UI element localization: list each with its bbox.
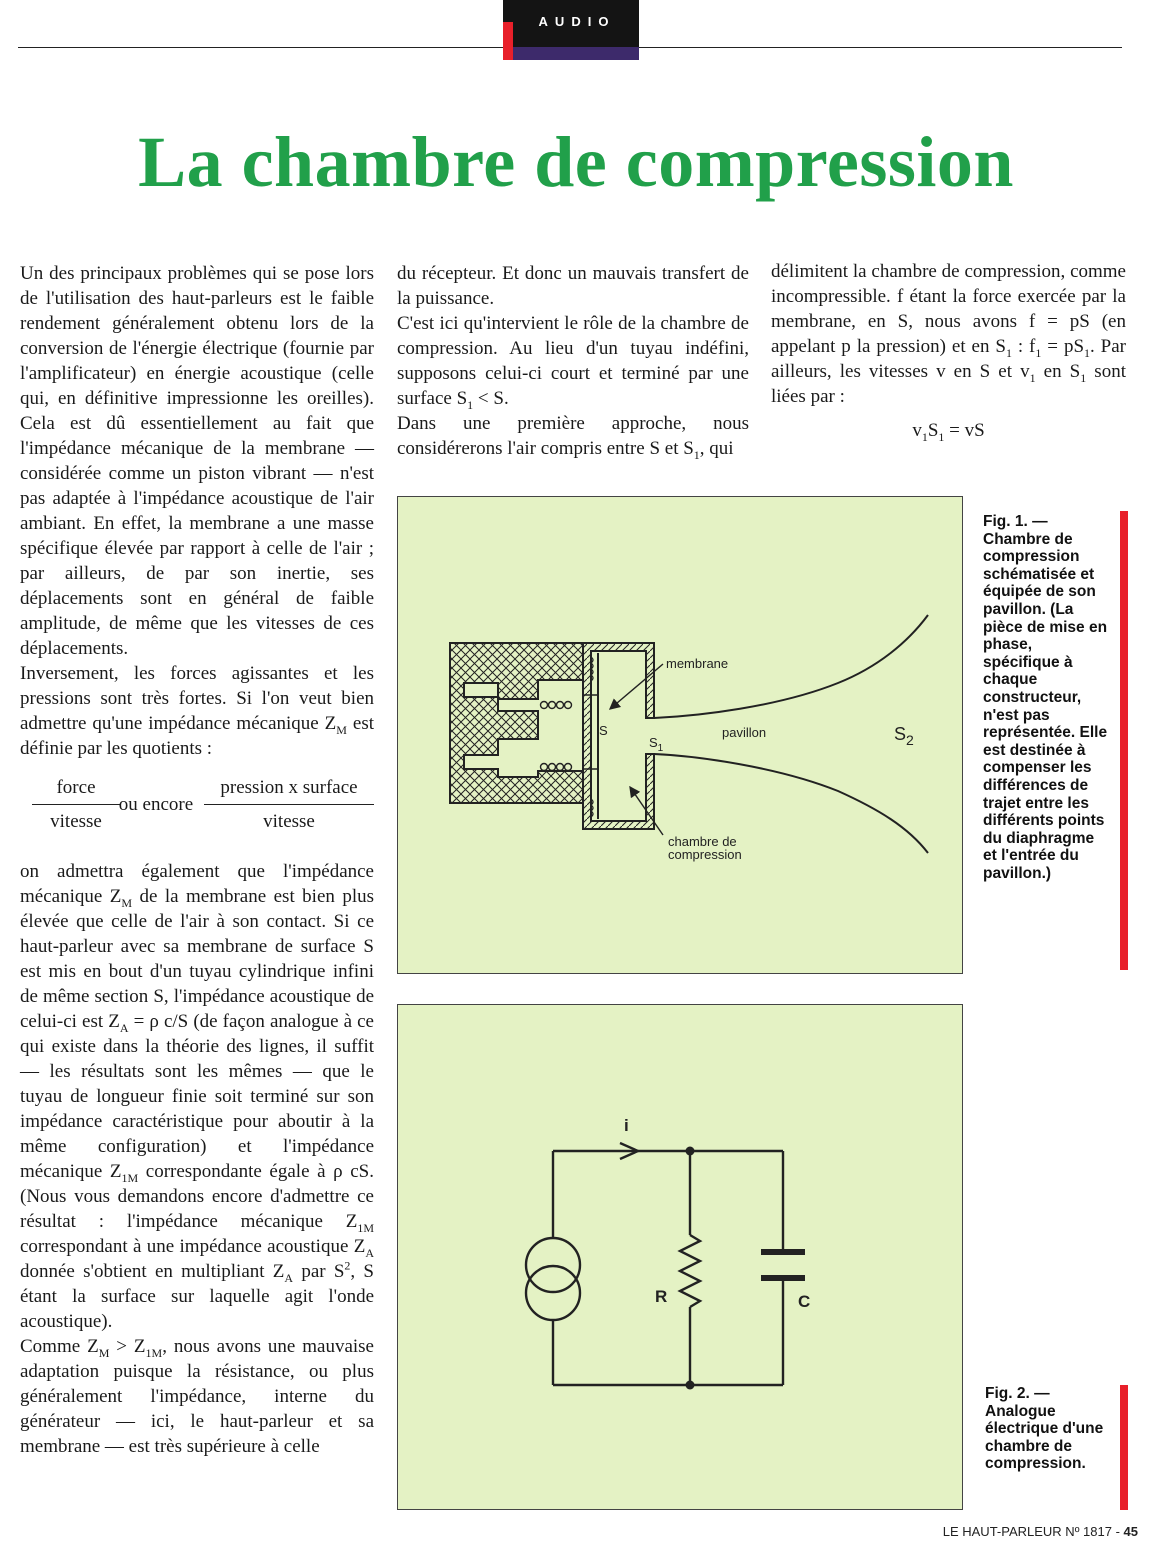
fraction-separator: ou encore xyxy=(118,794,194,815)
label-s2: $S_2$ xyxy=(894,724,914,748)
chamber-housing xyxy=(583,643,654,829)
label-s: S xyxy=(599,723,608,738)
voice-coil xyxy=(541,702,572,771)
label-i: i xyxy=(624,1116,629,1135)
junction-top xyxy=(686,1147,695,1156)
fraction-force: force vitesse xyxy=(32,775,120,834)
publication-name: LE HAUT-PARLEUR Nº 1817 - xyxy=(942,1524,1124,1539)
section-label: AUDIO xyxy=(538,14,616,29)
magnet-body xyxy=(450,643,583,803)
impedance-formula xyxy=(20,775,374,845)
page-number: 45 xyxy=(1123,1524,1138,1539)
label-membrane: membrane xyxy=(666,656,729,671)
caption-accent-bar xyxy=(1120,511,1128,970)
junction-bottom xyxy=(686,1381,695,1390)
label-s1: $S_1$ xyxy=(649,735,664,754)
article-title: La chambre de compression xyxy=(138,122,1014,202)
page-footer xyxy=(880,1524,1138,1539)
paragraph: Comme $Z_M > Z_{1M}$, nous avons une mauvaise adaptation puisque la résistance, ou plus généralement l'impédance, interne du générateur — ici, le haut-parleur et sa membrane — est très supérieure à celle xyxy=(20,1336,374,1457)
figure-2 xyxy=(397,1004,963,1510)
paragraph: Inversement, les forces agissantes et les pressions sont très fortes. Si l'on veut bien admettre qu'une impédance mécanique $Z_M$ est définie par les quotients : xyxy=(20,663,374,759)
figure-1 xyxy=(397,496,963,974)
paragraph: délimitent la chambre de compression, comme incompressible. f étant la force exercée par la membrane, en S, nous avons f = pS (en appelant p la pression) et en $S_1$ : $f_1 = pS_1$. Par ailleurs, les vitesses v en S et $v_1$ en $S_1$ sont liées par : xyxy=(771,261,1127,407)
label-pavillon: pavillon xyxy=(722,725,767,740)
resistor-zigzag xyxy=(680,1235,700,1307)
paragraph: du récepteur. Et donc un mauvais transfert de la puissance. xyxy=(397,263,749,309)
text-column-3 xyxy=(771,259,1126,443)
label-r: R xyxy=(655,1287,668,1306)
figure-2-caption: Fig. 2. — Analogue électrique d'une chambre de compression. xyxy=(985,1385,1104,1473)
paragraph: Dans une première approche, nous considérerons l'air compris entre S et $S_1$, qui xyxy=(397,413,749,462)
section-tab xyxy=(503,0,639,60)
fraction-pressure: pression x surface vitesse xyxy=(204,775,374,834)
paragraph: on admettra également que l'impédance mécanique $Z_M$ de la membrane est bien plus élevée que celle de l'air à son contact. Si ce haut-parleur avec sa membrane de surface S est mis en bout d'un tuyau cylindrique infini de même section S, l'impédance acoustique de celui-ci est $Z_A = \rho$ c/S (de façon analogue à ce qui existe dans la théorie des lignes, il suffit — les résultats sont les mêmes — que le tuyau de longueur finie soit terminé sur son impédance caractéristique pour aboutir à la même configuration) et l'impédance mécanique $Z_{1M}$ correspondante égale à ρ cS. (Nous vous demandons encore d'admettre ce résultat : l'impédance mécanique $Z_{1M}$ correspondant à une impédance acoustique $Z_A$ donnée s'obtient en multipliant $Z_A$ par $S^2$, S étant la surface sur laquelle agit l'onde acoustique). xyxy=(20,861,374,1332)
paragraph: C'est ici qu'intervient le rôle de la chambre de compression. Au lieu d'un tuyau indéfini, supposons celui-ci court et terminé par une surface $S_1 < S$. xyxy=(397,313,749,412)
paragraph: Un des principaux problèmes qui se pose lors de l'utilisation des haut-parleurs est le faible rendement généralement obtenu lors de la conversion de l'énergie électrique (fournie par l'amplificateur) en énergie acoustique (celle qui, en définitive impressionne les oreilles). Cela est dû essentiellement au fait que l'impédance mécanique de la membrane — considérée comme un piston vibrant — n'est pas adaptée à l'impédance acoustique de l'air ambiant. En effet, la membrane a une masse spécifique élevée par rapport à celle de l'air ; par ailleurs, de par son inertie, ses déplacements sont en général de faible amplitude, de même que les vitesses de ces déplacements. xyxy=(20,263,374,659)
label-c: C xyxy=(798,1292,811,1311)
label-chambre-2: compression xyxy=(668,847,742,862)
label-chambre-1: chambre de xyxy=(668,834,737,849)
text-column-1 xyxy=(20,261,374,1459)
caption-accent-bar xyxy=(1120,1385,1128,1510)
equation: $v_1S_1$ = vS xyxy=(912,420,985,444)
figure-1-caption: Fig. 1. — Chambre de compression schématisée et équipée de son pavillon. (La pièce de mise en phase, spécifique à chaque constructeur, n'est pas représentée. Elle est destinée à compenser les différences de trajet entre les différents points du diaphragme et l'entrée du pavillon.) xyxy=(983,513,1108,882)
compression-chamber-diagram xyxy=(398,497,962,973)
electric-analogue-circuit xyxy=(398,1005,962,1509)
text-column-2 xyxy=(397,261,749,461)
